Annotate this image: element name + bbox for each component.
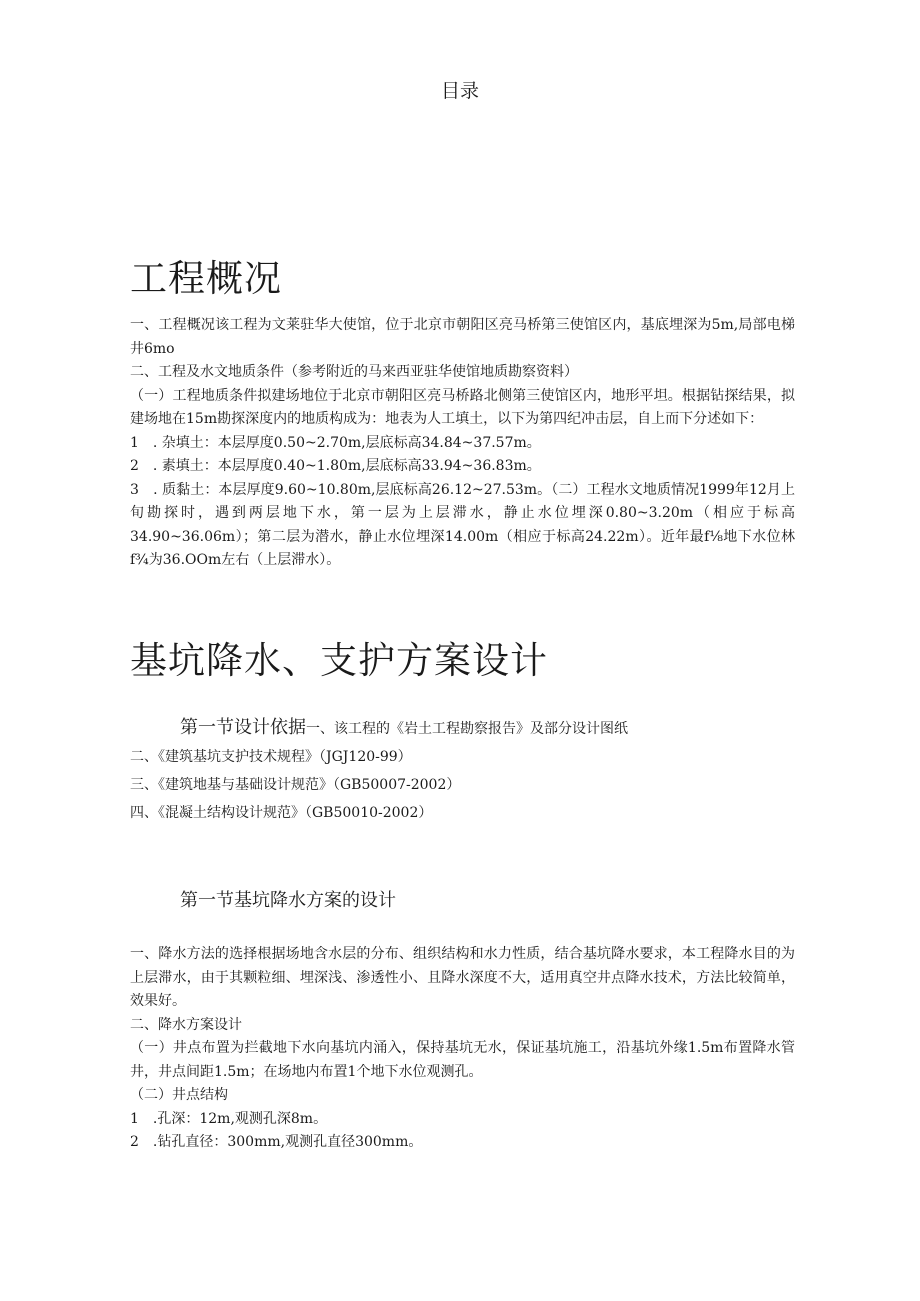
reference-item: 一、该工程的《岩土工程勘察报告》及部分设计图纸 [306, 721, 628, 737]
section1-body [130, 314, 795, 573]
paragraph: （二）井点结构 [130, 1087, 228, 1103]
paragraph: 1 . 杂填土：本层厚度0.50~2.70m,层底标高34.84~37.57m。 [130, 434, 541, 451]
subsection1-title: 第一节设计依据 [180, 717, 306, 738]
reference-list [130, 743, 795, 827]
paragraph: 2 . 素填土：本层厚度0.40~1.80m,层底标高33.94~36.83m。 [130, 458, 541, 474]
reference-item: 四、《混凝土结构设计规范》（GB50010-2002） [130, 805, 433, 821]
reference-item: 三、《建筑地基与基础设计规范》（GB50007-2002） [130, 777, 461, 793]
paragraph: 3 . 质黏土：本层厚度9.60~10.80m,层底标高26.12~27.53m。（二）工程水文地质情况1999年12月上旬勘探时，遇到两层地下水，第一层为上层滞水，静止水位埋深0.80~3.20m（相应于标高34.90~36.06m）；第二层为潜水，静止水位埋深14.00m（相应于标高24.22m）。近年最f⅛地下水位林f¾为36.OOm左右（上层滞水）。 [130, 481, 795, 568]
section1-heading: 工程概况 [130, 257, 282, 300]
paragraph: 二、降水方案设计 [130, 1016, 242, 1033]
toc-title: 目录 [440, 80, 479, 102]
paragraph: 二、工程及水文地质条件（参考附近的马来西亚驻华使馆地质勘察资料） [130, 364, 578, 380]
reference-item: 二、《建筑基坑支护技术规程》（JGJ120-99） [130, 749, 412, 765]
paragraph: 1 .孔深：12m,观测孔深8m。 [130, 1110, 328, 1127]
section2-heading: 基坑降水、支护方案设计 [130, 639, 548, 682]
subsection1-heading-line [180, 713, 628, 739]
subsection2-title: 第一节基坑降水方案的设计 [180, 890, 396, 911]
paragraph: 一、降水方法的选择根据场地含水层的分布、组织结构和水力性质，结合基坑降水要求，本工程降水目的为上层滞水，由于其颗粒细、埋深浅、渗透性小、且降水深度不大，适用真空井点降水技术，方法比较简单，效果好。 [130, 946, 795, 1009]
paragraph: 2 .钻孔直径：300mm,观测孔直径300mm。 [130, 1134, 423, 1150]
paragraph: （一）井点布置为拦截地下水向基坑内涌入，保持基坑无水，保证基坑施工，沿基坑外缘1.5m布置降水管井，井点间距1.5m；在场地内布置1个地下水位观测孔。 [130, 1040, 795, 1080]
paragraph: （一）工程地质条件拟建场地位于北京市朝阳区亮马桥路北侧第三使馆区内，地形平坦。根据钻探结果，拟建场地在15m勘探深度内的地质构成为：地表为人工填土，以下为第四纪冲击层，自上而下分述如下： [130, 387, 795, 427]
subsection2-body [130, 943, 795, 1155]
paragraph: 一、工程概况该工程为文莱驻华大使馆，位于北京市朝阳区亮马桥第三使馆区内，基底埋深为5m,局部电梯井6mo [130, 317, 795, 357]
